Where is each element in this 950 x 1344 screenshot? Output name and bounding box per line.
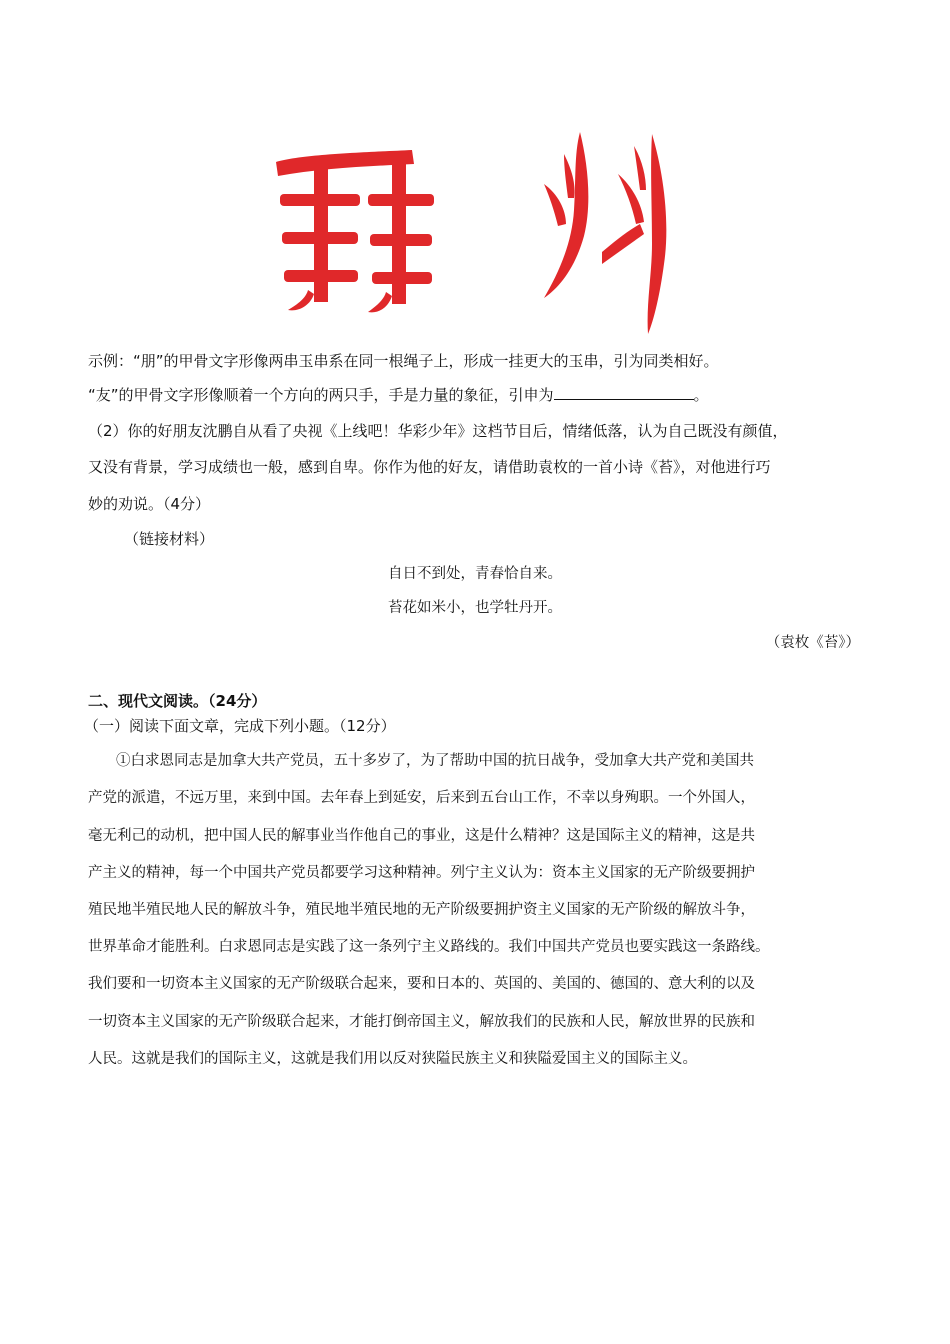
oracle-bone-glyphs-illustration	[262, 124, 692, 340]
question2-line-2: 又没有背景，学习成绩也一般，感到自卑。你作为他的好友，请借助袁枚的一首小诗《苔》，对他进行巧	[88, 458, 771, 476]
poem-line-2: 苔花如米小，也学牡丹开。	[388, 600, 562, 616]
paragraph-line: 毫无利己的动机，把中国人民的解事业当作他自己的事业，这是什么精神？这是国际主义的精神，这是共	[88, 828, 755, 844]
paragraph-line: 殖民地半殖民地人民的解放斗争，殖民地半殖民地的无产阶级要拥护资主义国家的无产阶级的解放斗争，	[88, 902, 755, 918]
example-you-text: “友”的甲骨文字形像顺着一个方向的两只手，手是力量的象征，引申为	[88, 386, 554, 404]
paragraph-line: ①白求恩同志是加拿大共产党员，五十多岁了，为了帮助中国的抗日战争，受加拿大共产党和美国共	[116, 753, 754, 769]
question2-line-1: （2）你的好朋友沈鹏自从看了央视《上线吧！华彩少年》这档节目后，情绪低落，认为自己既没有颜值，	[88, 422, 788, 440]
paragraph-line: 产主义的精神，每一个中国共产党员都要学习这种精神。列宁主义认为：资本主义国家的无产阶级要拥护	[88, 865, 755, 881]
example-you-question	[88, 384, 868, 406]
answer-blank[interactable]	[554, 384, 694, 400]
paragraph-line: 一切资本主义国家的无产阶级联合起来，才能打倒帝国主义，解放我们的民族和人民，解放世界的民族和	[88, 1014, 755, 1030]
paragraph-line: 世界革命才能胜利。白求恩同志是实践了这一条列宁主义路线的。我们中国共产党员也要实践这一条路线。	[88, 939, 770, 955]
example-peng-text: 示例：“朋”的甲骨文字形像两串玉串系在同一根绳子上，形成一挂更大的玉串，引为同类相好。	[88, 352, 719, 370]
section-heading: 二、现代文阅读。（24分）	[88, 692, 267, 710]
paragraph-line: 我们要和一切资本主义国家的无产阶级联合起来，要和日本的、英国的、美国的、德国的、意大利的以及	[88, 976, 755, 992]
oracle-glyph-you	[544, 132, 666, 334]
poem-attribution: （袁枚《苔》）	[765, 635, 860, 651]
paragraph-line: 人民。这就是我们的国际主义，这就是我们用以反对狭隘民族主义和狭隘爱国主义的国际主义。	[88, 1051, 697, 1067]
question2-line-3: 妙的劝说。（4分）	[88, 495, 211, 513]
example-you-end: 。	[693, 386, 709, 404]
oracle-glyph-peng	[276, 150, 434, 312]
material-label: （链接材料）	[124, 530, 215, 548]
paragraph-line: 产党的派遣，不远万里，来到中国。去年春上到延安，后来到五台山工作，不幸以身殉职。一个外国人，	[88, 790, 755, 806]
section-sub-heading: （一）阅读下面文章，完成下列小题。（12分）	[84, 717, 396, 735]
poem-line-1: 自日不到处，青春恰自来。	[388, 566, 562, 582]
